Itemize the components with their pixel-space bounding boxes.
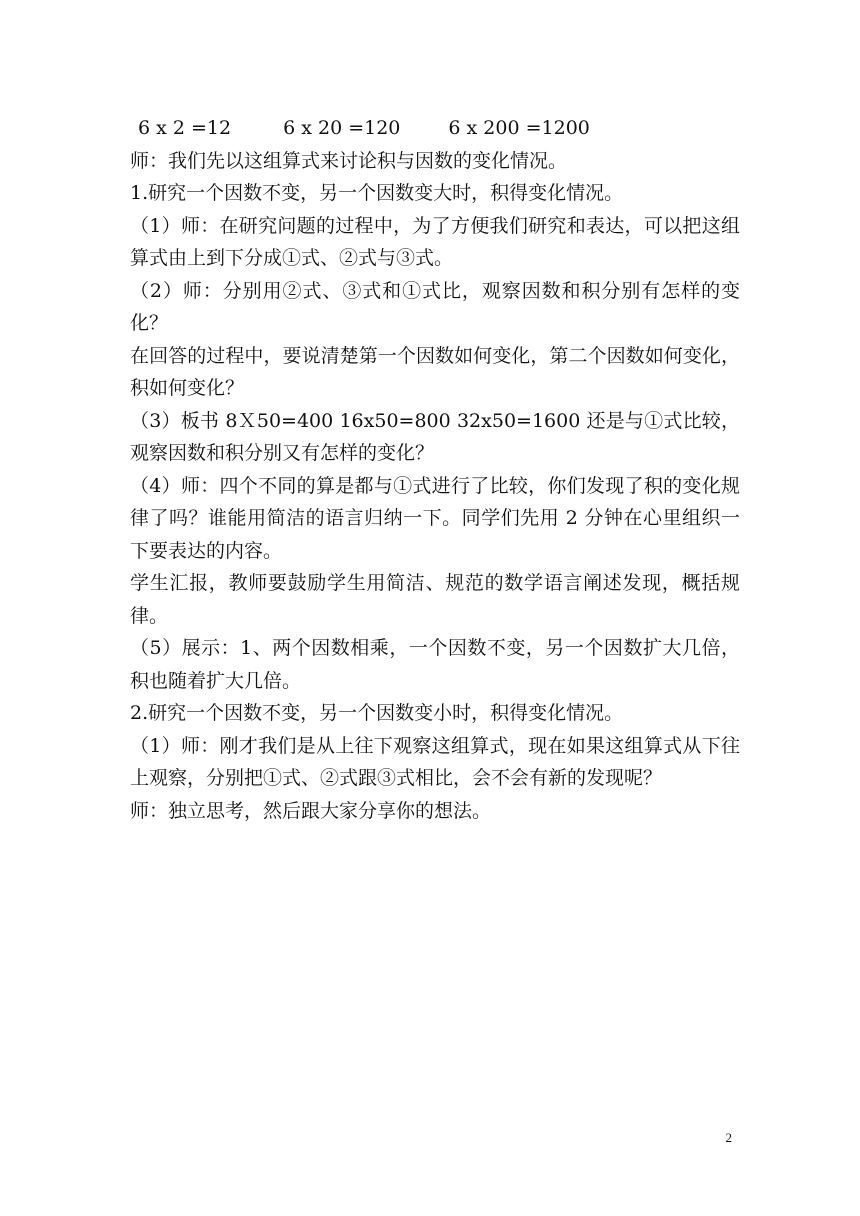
paragraph-student-report: 学生汇报，教师要鼓励学生用简洁、规范的数学语言阐述发现，概括规律。 [130, 572, 740, 627]
paragraph-step-1-3: （3）板书 8Ｘ50=400 16x50=800 32x50=1600 还是与①式比较，观察因数和积分别又有怎样的变化？ [130, 409, 740, 464]
paragraph-step-2-1: （1）师：刚才我们是从上往下观察这组算式，现在如果这组算式从下往上观察，分别把①式、②式跟③式相比，会不会有新的发现呢？ [130, 734, 740, 789]
paragraph-step-1-4: （4）师：四个不同的算是都与①式进行了比较，你们发现了积的变化规律了吗？谁能用简洁的语言归纳一下。同学们先用 2 分钟在心里组织一下要表达的内容。 [130, 474, 740, 562]
paragraph-section-1: 1.研究一个因数不变，另一个因数变大时，积得变化情况。 [130, 182, 624, 204]
page-number: 2 [725, 1130, 732, 1145]
paragraph-step-1-2: （2）师：分别用②式、③式和①式比，观察因数和积分别有怎样的变化？ [130, 279, 740, 334]
paragraph-section-2: 2.研究一个因数不变，另一个因数变小时，积得变化情况。 [130, 702, 624, 724]
formula-line [138, 112, 740, 145]
formula-2: 6 x 20 =120 [283, 117, 401, 139]
formula-3: 6 x 200 =1200 [448, 117, 590, 139]
document-body [130, 112, 740, 827]
paragraph-teacher-think: 师：独立思考，然后跟大家分享你的想法。 [130, 799, 492, 822]
paragraph-answer-guide: 在回答的过程中，要说清楚第一个因数如何变化，第二个因数如何变化，积如何变化？ [130, 344, 740, 399]
formula-1: 6 x 2 =12 [138, 117, 232, 139]
paragraph-step-1-5: （5）展示：1、两个因数相乘，一个因数不变，另一个因数扩大几倍，积也随着扩大几倍。 [130, 637, 740, 692]
paragraph-teacher-intro: 师：我们先以这组算式来讨论积与因数的变化情况。 [130, 149, 568, 172]
paragraph-step-1-1: （1）师：在研究问题的过程中，为了方便我们研究和表达，可以把这组算式由上到下分成①式、②式与③式。 [130, 214, 740, 269]
